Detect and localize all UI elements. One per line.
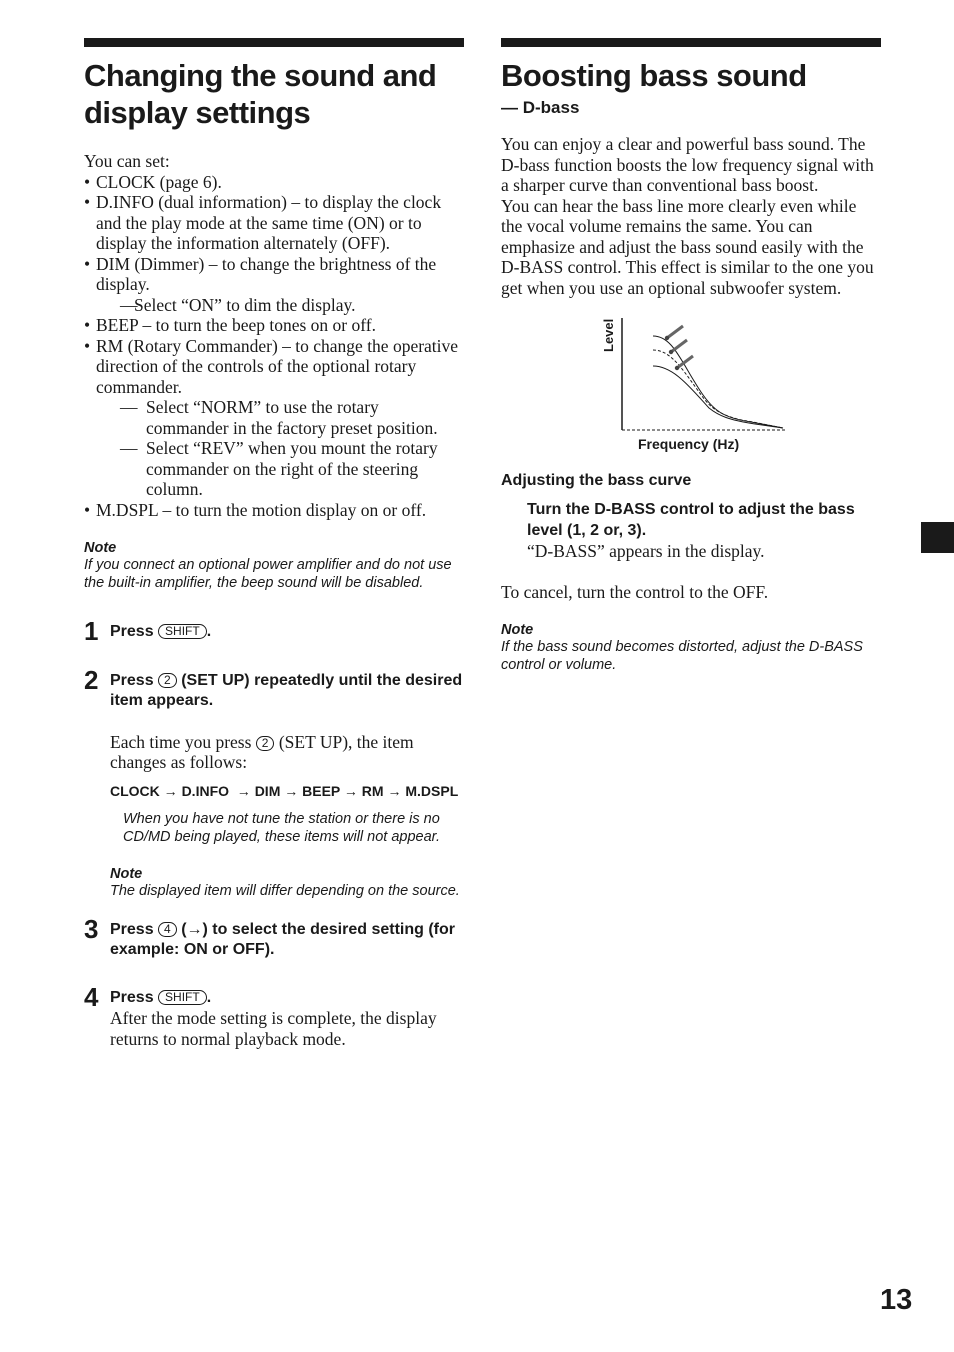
italic-note: When you have not tune the station or there is no CD/MD being played, these items will not appear. [123,810,441,845]
seq-item: DIM [254,782,281,799]
left-column [84,38,464,1049]
step-end: . [206,988,212,1006]
sub-item: — Select “NORM” to use the rotary commander in the factory preset position. [96,397,464,438]
section-subtitle: — D-bass [501,98,580,117]
step-number: 2 [84,664,99,695]
paragraph: You can enjoy a clear and powerful bass sound. The D-bass function boosts the low frequency signal with a sharper curve than conventional bass boost. [501,134,874,195]
note-heading: Note [110,865,143,882]
step-number: 3 [84,913,99,944]
key-2: 2 [158,673,177,688]
step-press: Press [110,623,154,640]
shift-key: SHIFT [158,624,207,639]
step-end: . [206,623,212,640]
arrow-icon: → [236,782,251,799]
cancel-text: To cancel, turn the control to the OFF. [501,581,769,602]
step-body: After the mode setting is complete, the display returns to normal playback mode. [110,1008,437,1049]
curve-point [669,350,673,354]
list-item: • D.INFO (dual information) – to display the clock and the play mode at the same time (ON) or to display the information alternately (OFF). [84,192,464,254]
curve-marker [667,326,683,338]
item-sequence [110,783,464,800]
arrow-icon: → [387,782,402,799]
section-title: Boosting bass sound [501,58,807,93]
arrow-icon: → [284,782,299,799]
section-title: Changing the sound and display settings [84,58,437,130]
step-press: Press [110,988,154,1006]
sub-item: — Select “ON” to dim the display. [96,295,464,316]
curve-point [675,366,679,370]
list-item: • CLOCK (page 6). [84,172,464,193]
step-press: Press [110,671,154,689]
seq-item: BEEP [302,782,341,799]
sub-item: — Select “REV” when you mount the rotary commander on the right of the steering column. [96,438,464,500]
step-body [110,732,464,773]
step-4 [84,981,464,1050]
curve-point [665,336,669,340]
instruction: Turn the D-BASS control to adjust the bass level (1, 2 or, 3). [527,501,855,539]
adjust-heading: Adjusting the bass curve [501,472,692,489]
list-item-text: RM (Rotary Commander) – to change the operative direction of the controls of the optional rotary commander. [96,335,459,397]
note-text: If the bass sound becomes distorted, adjust the D-BASS control or volume. [501,639,863,673]
arrow-icon: → [163,782,178,799]
step-body-text: (SET UP), the item changes as follows: [110,731,414,772]
step-press: Press [110,920,154,938]
list-item [84,336,464,500]
note-text: If you connect an optional power amplifier and do not use the built-in amplifier, the beep sound will be disabled. [84,557,452,591]
curve-level-2 [653,350,783,428]
step-2 [84,664,464,900]
curve-level-1 [653,366,783,428]
step-text: (SET UP) repeatedly until the desired item appears. [110,671,463,709]
graph-y-label: Level [601,318,616,352]
key-2: 2 [256,736,275,751]
page-number: 13 [880,1284,913,1316]
intro-text: You can set: [84,151,170,171]
key-4: 4 [158,922,177,937]
list-item-text: DIM (Dimmer) – to change the brightness of the display. [96,253,437,294]
step-text: to select the desired setting (for example: ON or OFF). [110,920,456,958]
shift-key: SHIFT [158,990,207,1005]
step-number: 1 [84,616,99,646]
note-heading: Note [84,540,117,556]
seq-item: CLOCK [110,782,160,799]
curve-marker [671,340,687,352]
arrow-key-label: (→) [181,920,208,938]
paragraph: You can hear the bass line more clearly even while the vocal volume remains the same. You can emphasize and adjust the bass sound easily with the D-BASS control. This effect is similar to the one you get when you use an optional subwoofer system. [501,195,874,298]
step-body-text: Each time you press [110,731,252,752]
step-3 [84,913,464,961]
seq-item: D.INFO [181,782,230,799]
note-text: The displayed item will differ depending on the source. [110,882,460,899]
bass-curve-svg [501,312,881,472]
seq-item: M.DSPL [405,782,459,799]
section-tab-marker [921,522,954,553]
settings-list [84,172,464,521]
arrow-icon: → [343,782,358,799]
step-1 [84,616,464,646]
graph-x-label: Frequency (Hz) [638,436,740,452]
step-number: 4 [84,981,99,1012]
section-rule [84,38,464,47]
seq-item: RM [361,782,384,799]
list-item [84,254,464,316]
section-rule [501,38,881,47]
bass-curve-graph [501,312,881,472]
list-item: • BEEP – to turn the beep tones on or off. [84,315,464,336]
list-item: • M.DSPL – to turn the motion display on or off. [84,500,464,521]
note-heading: Note [501,622,534,638]
appears-text: “D-BASS” appears in the display. [527,541,765,561]
right-column [501,38,881,674]
